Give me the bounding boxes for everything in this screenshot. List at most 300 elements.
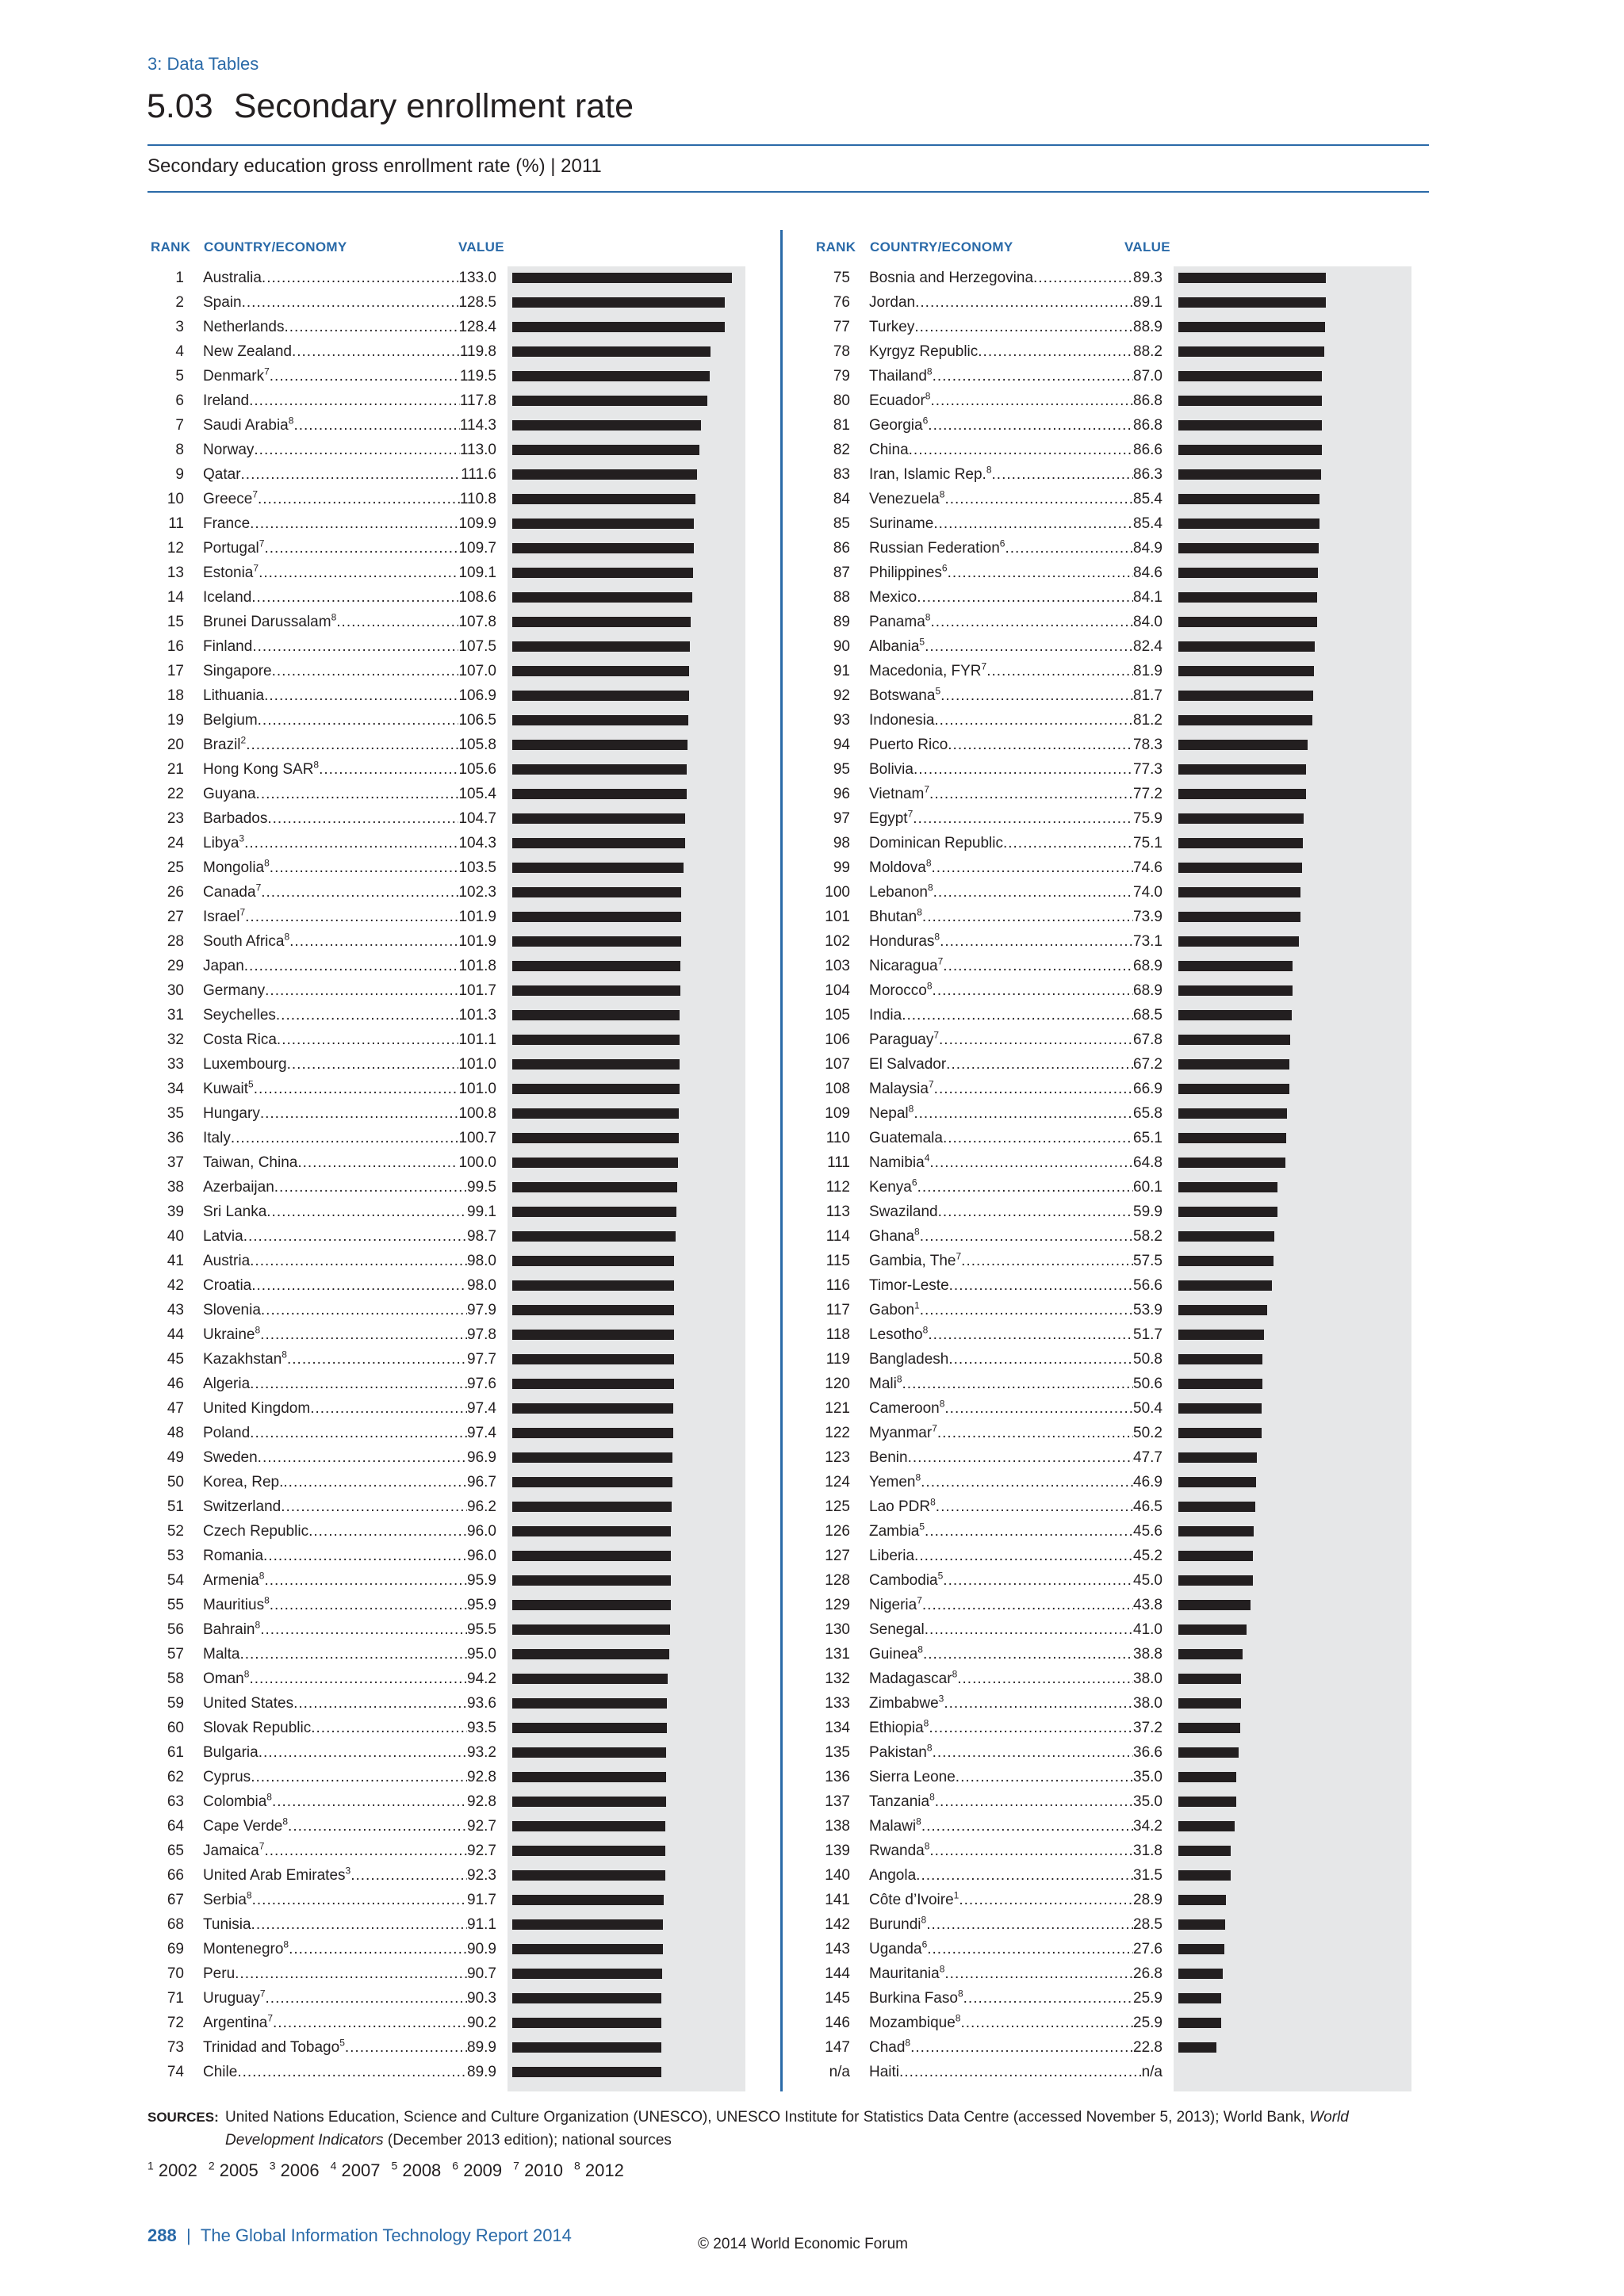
country-cell (203, 1445, 496, 1470)
bar (512, 297, 725, 308)
value-cell: 84.0 (1133, 614, 1162, 630)
dot-leader (959, 1888, 1133, 1912)
footnote-mark: 8 (923, 1717, 929, 1729)
value-cell: 100.0 (458, 1154, 496, 1171)
dot-leader (928, 413, 1133, 438)
dot-leader (908, 1445, 1133, 1470)
value-cell: 38.0 (1133, 1695, 1162, 1712)
value-cell: 46.5 (1133, 1498, 1162, 1515)
value-cell: 100.8 (458, 1105, 496, 1122)
table-row (814, 1421, 1416, 1445)
footnote-mark: 8 (922, 1324, 929, 1336)
bar (1178, 371, 1322, 381)
table-row (147, 1249, 750, 1273)
footnote-mark: 5 (935, 685, 941, 697)
bar (512, 1379, 674, 1389)
bar (1178, 1821, 1235, 1831)
table-row (147, 1888, 750, 1912)
table-row (814, 880, 1416, 905)
table-row (147, 1937, 750, 1961)
country-name: Cameroon$^8$ (869, 1398, 945, 1417)
country-name: Namibia$^4$ (869, 1152, 930, 1171)
footnote-mark: 7 (917, 1594, 922, 1606)
value-cell: 56.6 (1133, 1277, 1162, 1294)
value-cell: 119.8 (459, 343, 496, 360)
table-row (814, 831, 1416, 855)
table-row (147, 929, 750, 954)
rank-cell: 68 (167, 1916, 184, 1933)
dot-leader (267, 806, 458, 831)
country-name: Tunisia (203, 1916, 251, 1933)
value-cell: 35.0 (1133, 1793, 1162, 1810)
bar (1178, 1747, 1239, 1758)
bar (1178, 1723, 1240, 1733)
table-row (814, 1863, 1416, 1888)
value-cell: 107.8 (458, 614, 496, 630)
footnote-number: 1 (147, 2160, 154, 2172)
country-cell (869, 1839, 1162, 1863)
bar (512, 715, 688, 725)
value-cell: 89.1 (1133, 294, 1162, 311)
dot-leader (311, 1716, 467, 1740)
value-cell: 37.2 (1133, 1720, 1162, 1736)
dot-leader (266, 1986, 468, 2011)
rank-cell: 7 (175, 417, 184, 434)
country-cell (203, 364, 496, 388)
value-cell: 98.7 (467, 1228, 496, 1245)
value-cell: 38.8 (1133, 1646, 1162, 1663)
table-row (147, 757, 750, 782)
bar (512, 469, 697, 480)
table-row (147, 659, 750, 683)
value-cell: 93.2 (467, 1744, 496, 1761)
country-name: Vietnam$^7$ (869, 783, 930, 802)
dot-leader (270, 364, 460, 388)
table-row (814, 1765, 1416, 1789)
value-cell: 101.0 (458, 1056, 496, 1073)
dot-leader (259, 561, 458, 585)
country-name: Mongolia$^8$ (203, 857, 270, 876)
footnote-mark: 7 (924, 783, 930, 795)
rank-cell: 76 (833, 294, 850, 311)
bar (1178, 912, 1300, 922)
bar (1178, 887, 1300, 897)
table-number: 5.03 (147, 87, 213, 125)
table-row (814, 1888, 1416, 1912)
dot-leader (272, 1789, 467, 1814)
country-cell (203, 1912, 496, 1937)
country-cell (869, 782, 1162, 806)
table-row (147, 1961, 750, 1986)
value-cell: 50.4 (1133, 1400, 1162, 1417)
bar (512, 519, 694, 529)
country-name: Colombia$^8$ (203, 1791, 272, 1810)
dot-leader (933, 511, 1133, 536)
footnote-mark: 8 (955, 2012, 961, 2024)
table-row (814, 438, 1416, 462)
dot-leader (260, 1322, 467, 1347)
bar (512, 1944, 663, 1954)
footnote-mark: 8 (957, 1988, 963, 1999)
bar (512, 1870, 665, 1881)
value-cell: 106.5 (458, 712, 496, 729)
bar (1178, 764, 1306, 775)
country-name: Morocco$^8$ (869, 980, 933, 999)
rank-cell: 115 (825, 1253, 850, 1269)
value-cell: 95.5 (467, 1621, 496, 1638)
bar (1178, 297, 1326, 308)
dot-leader (297, 1150, 458, 1175)
bar (512, 396, 707, 406)
rank-cell: 83 (833, 466, 850, 483)
country-cell (203, 1716, 496, 1740)
rank-cell: 112 (825, 1179, 850, 1196)
value-cell: 75.1 (1133, 835, 1162, 851)
footnote-mark: 8 (255, 1324, 261, 1336)
country-name: Taiwan, China (203, 1154, 298, 1171)
value-cell: 86.6 (1133, 442, 1162, 458)
dot-leader (274, 1175, 467, 1200)
value-cell: 77.2 (1133, 786, 1162, 802)
rank-cell: 57 (167, 1646, 184, 1663)
country-name: Philippines$^6$ (869, 562, 948, 581)
country-cell (203, 1937, 496, 1961)
bar (512, 641, 690, 652)
country-cell (203, 978, 496, 1003)
bar (1178, 691, 1313, 701)
footnote-mark: 6 (941, 562, 948, 574)
country-cell (869, 683, 1162, 708)
dot-leader (284, 315, 458, 339)
dot-leader (251, 1765, 467, 1789)
bar (512, 1305, 674, 1315)
bar (1178, 445, 1322, 455)
rank-cell: 54 (167, 1572, 184, 1589)
bar (512, 568, 693, 578)
table-row (814, 1789, 1416, 1814)
dot-leader (258, 487, 460, 511)
bar (1178, 1452, 1257, 1463)
country-cell (869, 757, 1162, 782)
footnote-mark: 7 (928, 1078, 934, 1090)
country-cell (203, 1322, 496, 1347)
bar (512, 322, 725, 332)
country-name: Albania$^5$ (869, 636, 925, 655)
dot-leader (939, 1027, 1133, 1052)
country-cell (203, 1200, 496, 1224)
country-cell (869, 954, 1162, 978)
rank-cell: 40 (167, 1228, 184, 1245)
value-cell: 25.9 (1133, 1990, 1162, 2007)
country-cell (869, 831, 1162, 855)
country-name: Slovak Republic (203, 1720, 312, 1736)
country-cell (869, 388, 1162, 413)
footnote-mark: 7 (252, 488, 258, 500)
bar (512, 346, 710, 357)
table-row (814, 1568, 1416, 1593)
bar (512, 1059, 680, 1070)
value-cell: 38.0 (1133, 1670, 1162, 1687)
country-name: Cape Verde$^8$ (203, 1816, 289, 1835)
table-row (147, 1150, 750, 1175)
bar (512, 1280, 674, 1291)
rank-cell: 147 (825, 2039, 850, 2056)
country-name: Hong Kong SAR$^8$ (203, 759, 320, 778)
country-cell (869, 1593, 1162, 1617)
country-name: Mauritania$^8$ (869, 1963, 945, 1982)
country-cell (869, 2035, 1162, 2060)
dot-leader (289, 929, 458, 954)
country-name: Portugal$^7$ (203, 538, 265, 557)
country-name: Uganda$^6$ (869, 1938, 928, 1957)
value-cell: 113.0 (459, 442, 496, 458)
dot-leader (923, 1642, 1133, 1667)
table-row (147, 1789, 750, 1814)
dot-leader (293, 1691, 467, 1716)
dot-leader (913, 806, 1133, 831)
value-cell: 86.8 (1133, 392, 1162, 409)
country-name: Dominican Republic (869, 835, 1003, 851)
table-row (814, 1716, 1416, 1740)
dot-leader (933, 978, 1133, 1003)
footnote-mark: 8 (916, 1816, 921, 1827)
sources-label: SOURCES: (147, 2110, 219, 2125)
country-cell (869, 708, 1162, 733)
bar (1178, 1330, 1264, 1340)
country-cell (203, 1347, 496, 1372)
dot-leader (902, 1372, 1133, 1396)
table-row (147, 1494, 750, 1519)
dot-leader (1033, 266, 1133, 290)
dot-leader (940, 929, 1133, 954)
rank-cell: 86 (833, 540, 850, 557)
dot-leader (249, 1667, 467, 1691)
rank-cell: 39 (167, 1203, 184, 1220)
country-cell (203, 1667, 496, 1691)
rank-cell: 130 (825, 1621, 850, 1638)
country-name: Malaysia$^7$ (869, 1078, 934, 1097)
rank-cell: 108 (825, 1081, 850, 1097)
bar (1178, 1207, 1277, 1217)
country-name: Italy (203, 1130, 231, 1146)
dot-leader (929, 1716, 1133, 1740)
value-cell: 26.8 (1133, 1965, 1162, 1982)
country-name: Brunei Darussalam$^8$ (203, 611, 337, 630)
table-row (814, 1224, 1416, 1249)
table-row (147, 683, 750, 708)
rank-cell: 38 (167, 1179, 184, 1196)
table-row (814, 1667, 1416, 1691)
table-row (147, 2060, 750, 2084)
dot-leader (920, 1298, 1133, 1322)
country-name: Zambia$^5$ (869, 1521, 925, 1540)
bar (1178, 813, 1304, 824)
footnote-mark: 8 (896, 1373, 902, 1385)
bar (512, 1919, 663, 1930)
value-cell: 84.9 (1133, 540, 1162, 557)
rank-cell: 114 (825, 1228, 850, 1245)
country-name: Bangladesh (869, 1351, 949, 1368)
dot-leader (244, 831, 458, 855)
value-cell: 109.9 (458, 515, 496, 532)
table-row (814, 315, 1416, 339)
bar (1178, 469, 1321, 480)
bar (1178, 1158, 1285, 1168)
dot-leader (937, 1421, 1133, 1445)
rank-cell: 96 (833, 786, 850, 802)
rank-cell: 52 (167, 1523, 184, 1540)
table-row (814, 2011, 1416, 2035)
footnote-mark: 7 (956, 1250, 962, 1262)
bar (1178, 1895, 1226, 1905)
rank-cell: 101 (825, 909, 850, 925)
rank-cell: 141 (825, 1892, 850, 1908)
table-row (147, 1986, 750, 2011)
dot-leader (319, 757, 458, 782)
bar (1178, 519, 1320, 529)
dot-leader (949, 1273, 1133, 1298)
rank-cell: 119 (825, 1351, 850, 1368)
country-name: Korea, Rep. (203, 1474, 284, 1490)
dot-leader (925, 634, 1133, 659)
footnote-mark: 8 (246, 1889, 252, 1901)
bar (512, 1428, 673, 1438)
table-row (147, 610, 750, 634)
dot-leader (933, 880, 1133, 905)
country-cell (869, 438, 1162, 462)
dot-leader (251, 1273, 467, 1298)
country-name: Kyrgyz Republic (869, 343, 979, 360)
country-name: Nicaragua$^7$ (869, 955, 944, 974)
bar (512, 1551, 671, 1561)
table-row (147, 585, 750, 610)
country-cell (203, 561, 496, 585)
bar (1178, 1354, 1262, 1364)
table-row (814, 733, 1416, 757)
country-cell (869, 1912, 1162, 1937)
table-row (147, 1175, 750, 1200)
bar (512, 1354, 674, 1364)
country-name: Jamaica$^7$ (203, 1840, 265, 1859)
footnote-mark: 8 (288, 415, 294, 427)
country-name: Nigeria$^7$ (869, 1594, 922, 1613)
country-cell (203, 1052, 496, 1077)
table-row (147, 855, 750, 880)
footnote-mark: 5 (248, 1078, 254, 1090)
table-row (147, 905, 750, 929)
country-name: Slovenia (203, 1302, 261, 1318)
value-header-right: VALUE (1124, 239, 1170, 254)
dot-leader (252, 634, 458, 659)
country-cell (869, 1175, 1162, 1200)
country-name: Lithuania (203, 687, 265, 704)
bar (512, 961, 680, 971)
dot-leader (237, 2060, 467, 2084)
bar (1178, 666, 1314, 676)
page-number: 288 (147, 2225, 177, 2245)
rank-cell: 47 (167, 1400, 184, 1417)
value-cell: 105.6 (458, 761, 496, 778)
rank-cell: 123 (825, 1449, 850, 1466)
footnote-mark: 8 (331, 611, 337, 623)
country-cell (203, 1421, 496, 1445)
value-cell: 57.5 (1133, 1253, 1162, 1269)
value-cell: 114.3 (459, 417, 496, 434)
footnote-mark: 3 (239, 832, 245, 844)
rank-cell: 21 (167, 761, 184, 778)
country-name: Lesotho$^8$ (869, 1324, 929, 1343)
country-name: Zimbabwe$^3$ (869, 1693, 944, 1712)
footnote: $^4$ 2007 (330, 2160, 381, 2181)
rank-cell: 43 (167, 1302, 184, 1318)
dot-leader (910, 2035, 1133, 2060)
value-cell: 92.7 (467, 1843, 496, 1859)
value-cell: 85.4 (1133, 515, 1162, 532)
value-cell: 60.1 (1133, 1179, 1162, 1196)
country-name: Gabon$^1$ (869, 1299, 920, 1318)
value-cell: 91.1 (467, 1916, 496, 1933)
country-cell (203, 1126, 496, 1150)
table-row (814, 683, 1416, 708)
bar (512, 1256, 674, 1266)
rank-cell: 110 (825, 1130, 850, 1146)
table-row (814, 1544, 1416, 1568)
dot-leader (250, 1421, 467, 1445)
table-row (814, 855, 1416, 880)
dot-leader (261, 1298, 467, 1322)
country-name: Malta (203, 1646, 240, 1663)
table-row (147, 1470, 750, 1494)
rank-cell: 34 (167, 1081, 184, 1097)
country-cell (203, 1863, 496, 1888)
table-row (814, 1593, 1416, 1617)
dot-leader (254, 438, 459, 462)
rank-cell: 35 (167, 1105, 184, 1122)
dot-leader (1005, 536, 1133, 561)
rank-cell: 90 (833, 638, 850, 655)
footnote-mark: 8 (264, 1594, 270, 1606)
footnote-mark: 7 (253, 562, 259, 574)
rank-cell: 30 (167, 982, 184, 999)
rank-cell: 46 (167, 1376, 184, 1392)
table-row (814, 413, 1416, 438)
value-cell: 106.9 (458, 687, 496, 704)
country-name: New Zealand (203, 343, 292, 360)
country-cell (869, 905, 1162, 929)
table-row (147, 1200, 750, 1224)
footnote-mark: 4 (924, 1152, 930, 1164)
country-cell (869, 1126, 1162, 1150)
rank-cell: 140 (825, 1867, 850, 1884)
dot-leader (250, 1372, 467, 1396)
country-cell (869, 929, 1162, 954)
rank-cell: 107 (825, 1056, 850, 1073)
country-cell (869, 536, 1162, 561)
table-row (147, 315, 750, 339)
table-row (147, 1814, 750, 1839)
rank-cell: 12 (167, 540, 184, 557)
value-cell: 51.7 (1133, 1326, 1162, 1343)
table-row (814, 1839, 1416, 1863)
bar (512, 1649, 669, 1659)
table-row (814, 266, 1416, 290)
table-row (147, 1667, 750, 1691)
country-cell (869, 413, 1162, 438)
value-cell: 101.8 (458, 958, 496, 974)
rank-cell: 132 (825, 1670, 850, 1687)
footnote: $^2$ 2005 (208, 2160, 259, 2181)
bar (512, 740, 688, 750)
